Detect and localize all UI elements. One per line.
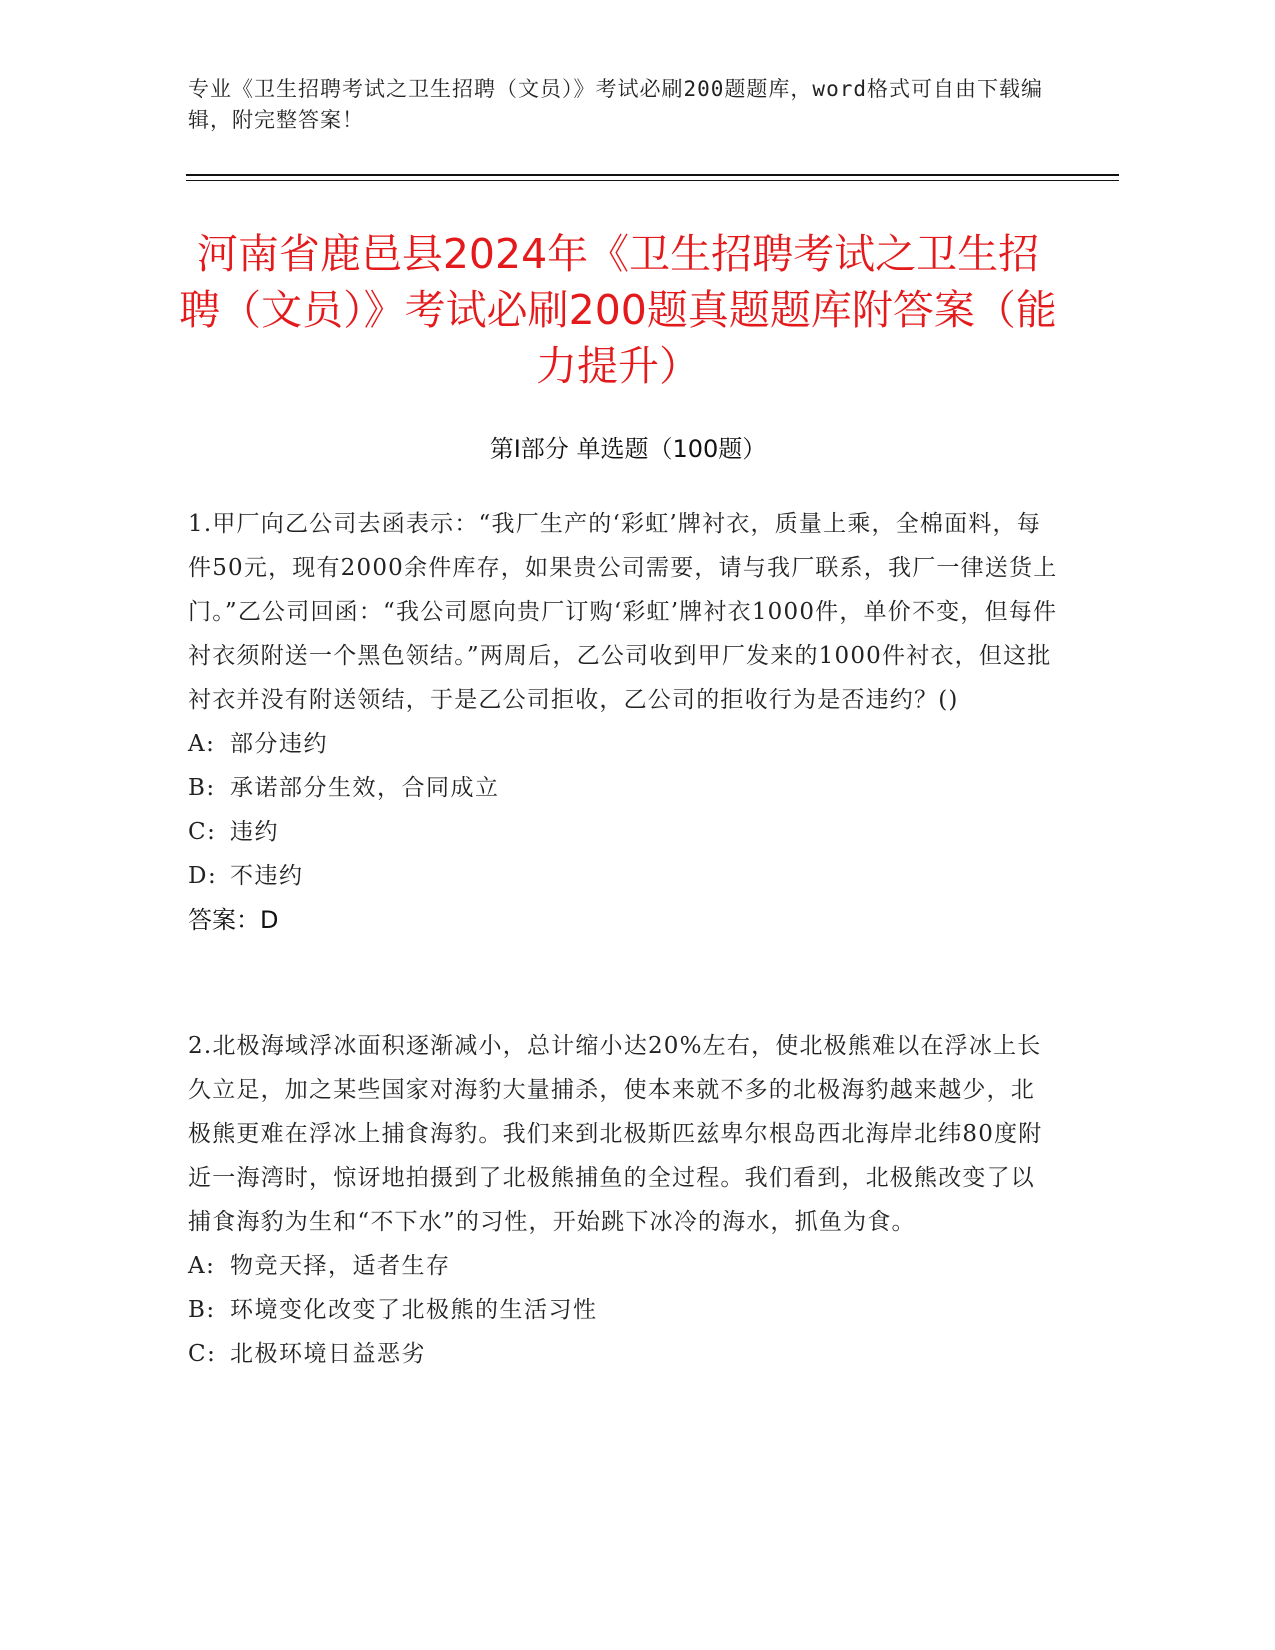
header-rule-thin bbox=[186, 180, 1119, 181]
document-title: 河南省鹿邑县2024年《卫生招聘考试之卫生招聘（文员）》考试必刷200题真题题库附答案（能力提升） bbox=[179, 230, 1057, 390]
option-key: A: bbox=[188, 1253, 216, 1279]
option-key: B: bbox=[188, 1297, 216, 1323]
option-c bbox=[188, 810, 1058, 854]
option-d bbox=[188, 854, 1058, 898]
option-key: C: bbox=[188, 819, 217, 845]
option-key: A: bbox=[188, 731, 216, 757]
option-text: 违约 bbox=[230, 819, 279, 845]
option-a bbox=[188, 1244, 1058, 1288]
option-key: D: bbox=[188, 863, 218, 889]
question-1 bbox=[188, 502, 1058, 942]
option-key: C: bbox=[188, 1341, 217, 1367]
option-text: 不违约 bbox=[230, 863, 304, 889]
answer-line: 答案：D bbox=[188, 906, 279, 934]
option-key: B: bbox=[188, 775, 216, 801]
section-heading: 第Ⅰ部分 单选题（100题） bbox=[489, 435, 767, 463]
option-c bbox=[188, 1332, 1058, 1376]
question-stem: 2.北极海域浮冰面积逐渐减小，总计缩小达20%左右，使北极熊难以在浮冰上长久立足，加之某些国家对海豹大量捕杀，使本来就不多的北极海豹越来越少，北极熊更难在浮冰上捕食海豹。我们来到北极斯匹兹卑尔根岛西北海岸北纬80度附近一海湾时，惊讶地拍摄到了北极熊捕鱼的全过程。我们看到，北极熊改变了以捕食海豹为生和“不下水”的习性，开始跳下冰冷的海水，抓鱼为食。 bbox=[188, 1033, 1043, 1235]
option-text: 环境变化改变了北极熊的生活习性 bbox=[230, 1297, 598, 1323]
header-rule-thick bbox=[186, 174, 1119, 176]
option-text: 北极环境日益恶劣 bbox=[230, 1341, 426, 1367]
question-2 bbox=[188, 1024, 1058, 1376]
option-b bbox=[188, 766, 1058, 810]
option-text: 部分违约 bbox=[230, 731, 328, 757]
question-stem: 1.甲厂向乙公司去函表示：“我厂生产的‘彩虹’牌衬衣，质量上乘，全棉面料，每件50元，现有2000余件库存，如果贵公司需要，请与我厂联系，我厂一律送货上门。”乙公司回函：“我公司愿向贵厂订购‘彩虹’牌衬衣1000件，单价不变，但每件衬衣须附送一个黑色领结。”两周后，乙公司收到甲厂发来的1000件衬衣，但这批衬衣并没有附送领结，于是乙公司拒收，乙公司的拒收行为是否违约？() bbox=[188, 511, 1058, 713]
option-text: 承诺部分生效，合同成立 bbox=[230, 775, 500, 801]
header-note: 专业《卫生招聘考试之卫生招聘（文员）》考试必刷200题题库，word格式可自由下载编辑，附完整答案！ bbox=[188, 77, 1043, 132]
option-a bbox=[188, 722, 1058, 766]
option-b bbox=[188, 1288, 1058, 1332]
option-text: 物竞天择，适者生存 bbox=[230, 1253, 451, 1279]
